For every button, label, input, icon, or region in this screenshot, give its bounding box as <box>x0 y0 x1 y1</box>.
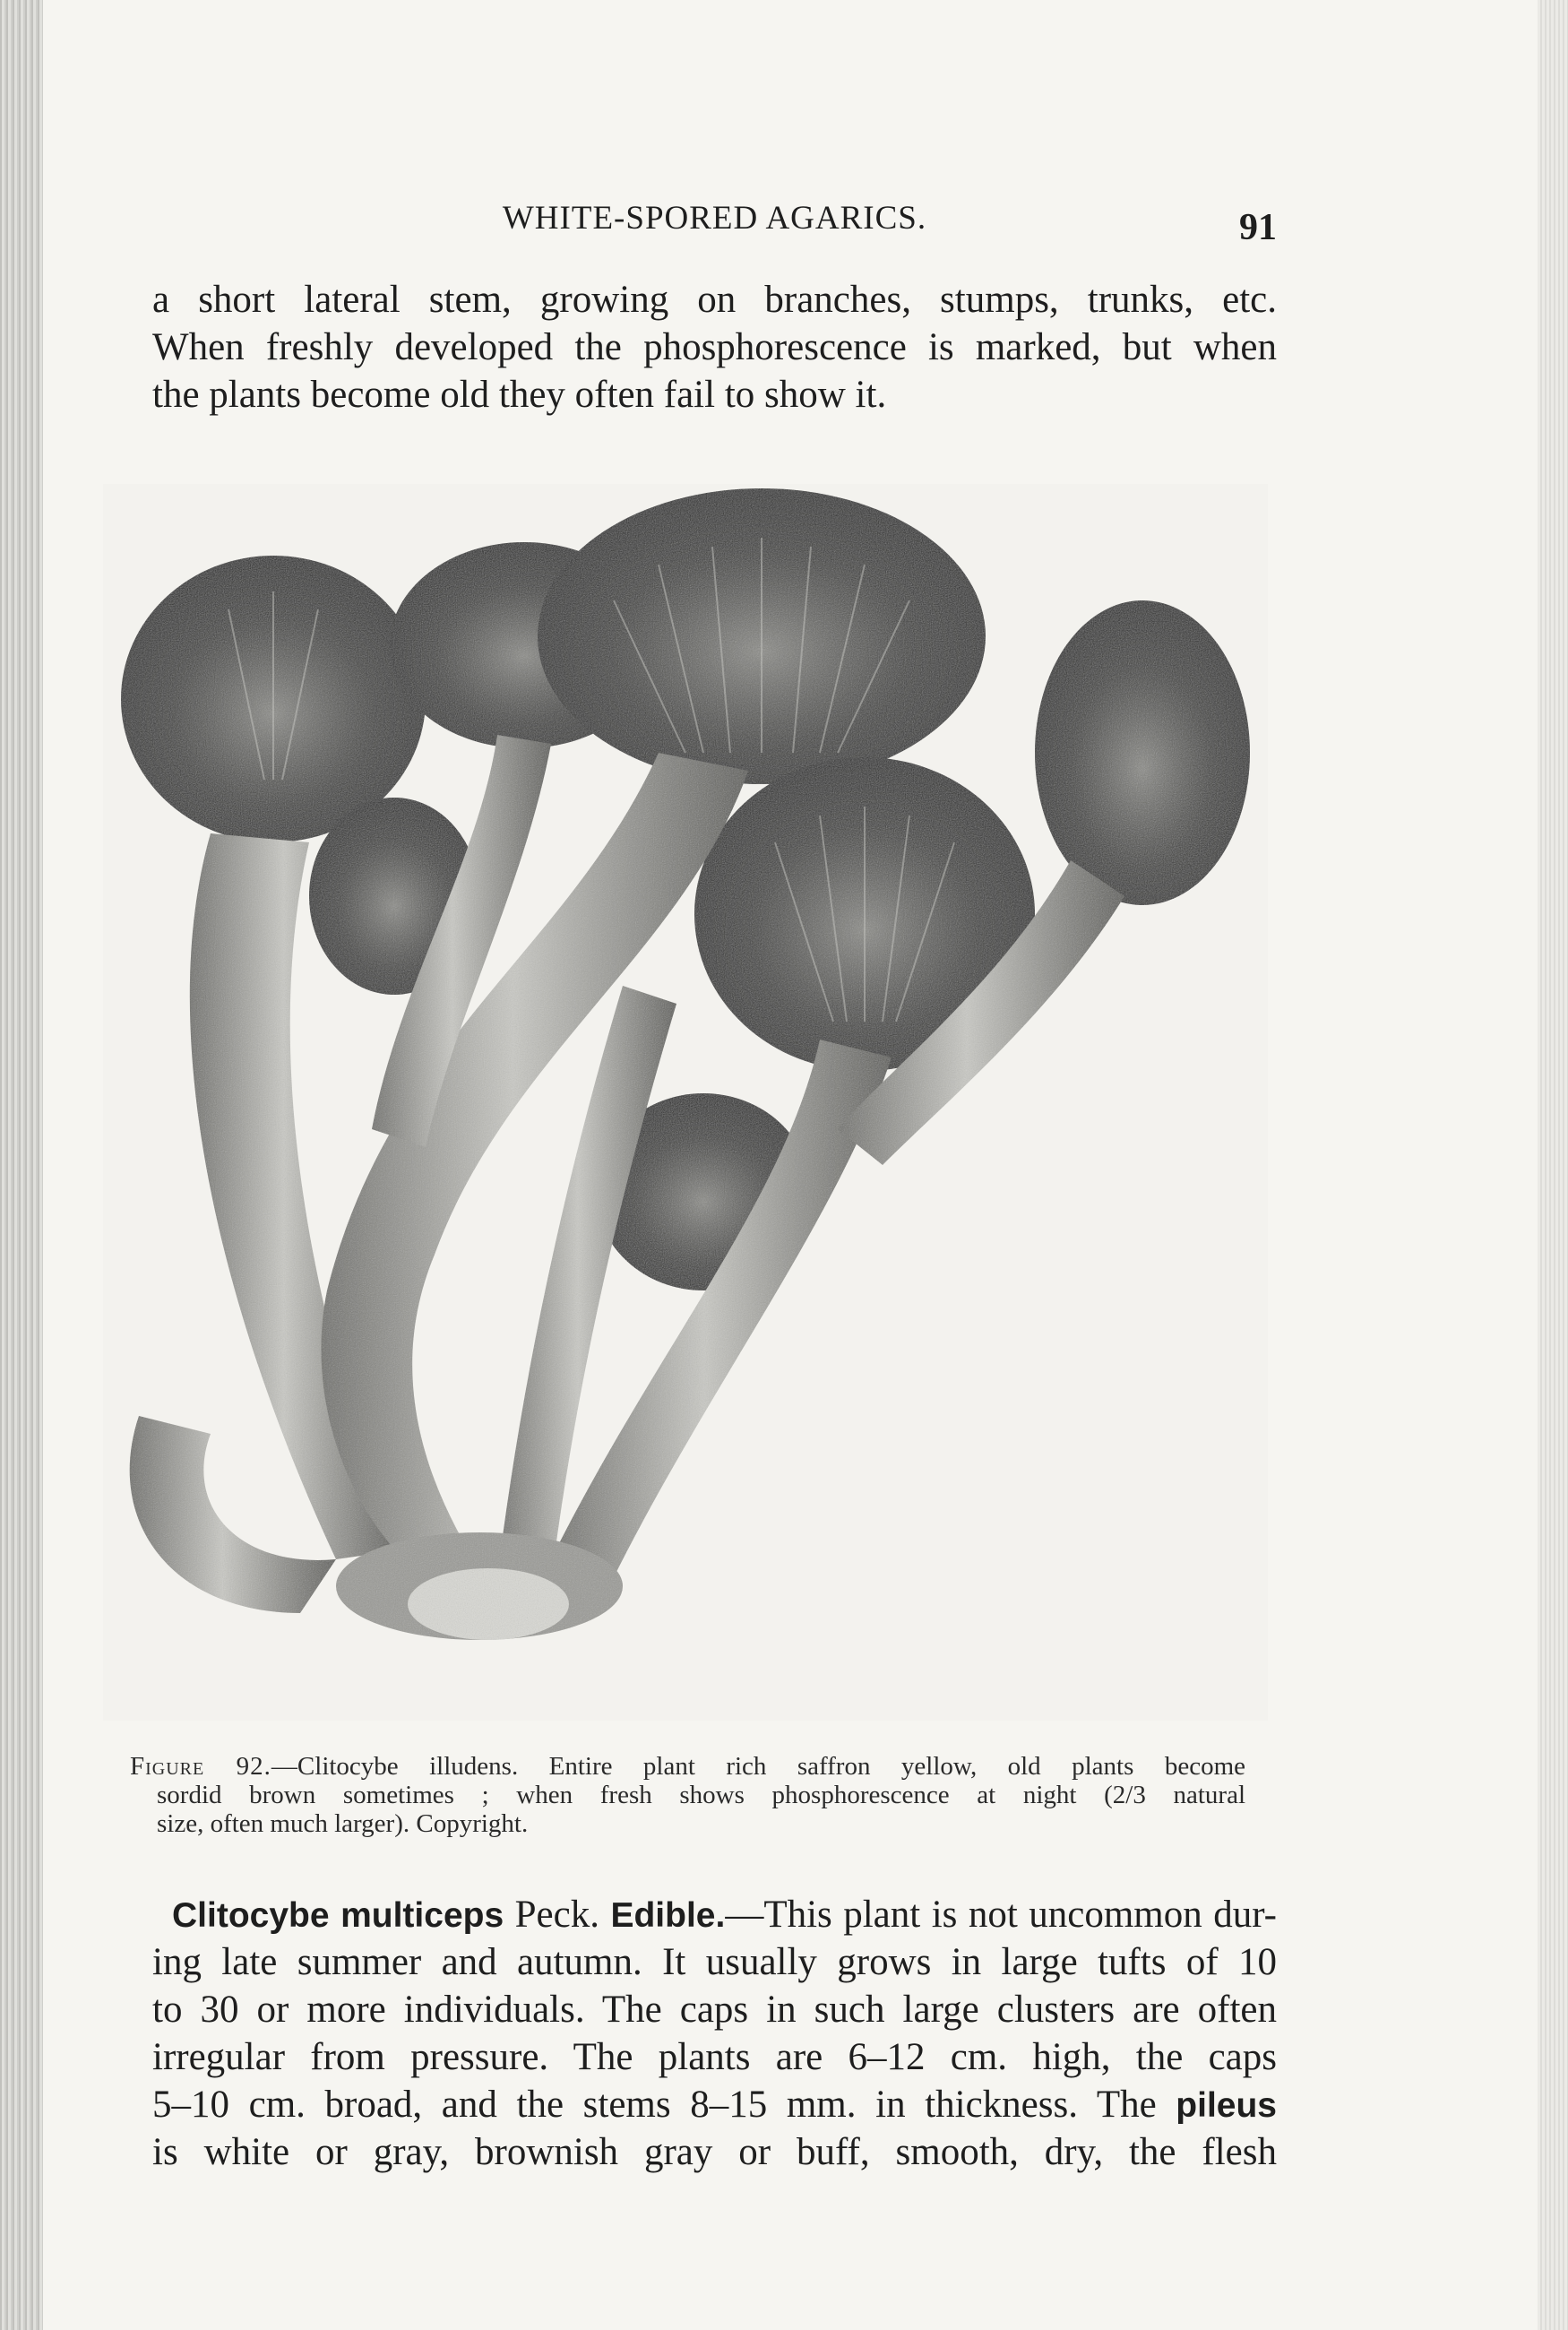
pileus-term: pileus <box>1176 2086 1277 2125</box>
paragraph-text: 5–10 cm. broad, and the stems 8–15 mm. in thickness. The <box>152 2084 1176 2126</box>
paragraph-line: is white or gray, brownish gray or buff, smooth, dry, the flesh <box>152 2131 1277 2173</box>
intro-line: the plants become old they often fail to show it. <box>152 374 887 416</box>
species-name: Clitocybe multiceps <box>172 1896 504 1935</box>
page-edge-left <box>0 0 43 2330</box>
caption-line: sordid brown sometimes ; when fresh shows phosphorescence at night (2/3 natural <box>157 1781 1245 1809</box>
mushroom-base-highlight <box>408 1568 569 1640</box>
mushroom-cap <box>1035 600 1250 905</box>
figure-label: Figure 92. <box>130 1752 271 1781</box>
caption-line: —Clitocybe illudens. Entire plant rich saffron yellow, old plants become <box>271 1752 1245 1781</box>
mushroom-illustration <box>103 484 1268 1721</box>
species-paragraph <box>152 1891 1277 2176</box>
page-edge-right <box>1538 0 1568 2330</box>
intro-paragraph <box>152 276 1277 419</box>
intro-line: When freshly developed the phosphorescence is marked, but when <box>152 326 1277 368</box>
edibility-label: Edible. <box>610 1896 726 1935</box>
figure-caption <box>130 1752 1245 1838</box>
caption-line: size, often much larger). Copyright. <box>157 1809 529 1838</box>
running-title: WHITE-SPORED AGARICS. <box>502 200 927 237</box>
intro-line: a short lateral stem, growing on branches, stumps, trunks, etc. <box>152 279 1277 321</box>
paragraph-line: irregular from pressure. The plants are 6–12 cm. high, the caps <box>152 2036 1277 2078</box>
species-author: Peck. <box>504 1894 611 1936</box>
paragraph-line: to 30 or more individuals. The caps in such large clusters are often <box>152 1989 1277 2031</box>
running-head <box>152 199 1277 253</box>
paragraph-text: —This plant is not uncommon dur- <box>725 1894 1277 1936</box>
paragraph-line: ing late summer and autumn. It usually grows in large tufts of 10 <box>152 1941 1277 1983</box>
page-number: 91 <box>1239 207 1277 248</box>
